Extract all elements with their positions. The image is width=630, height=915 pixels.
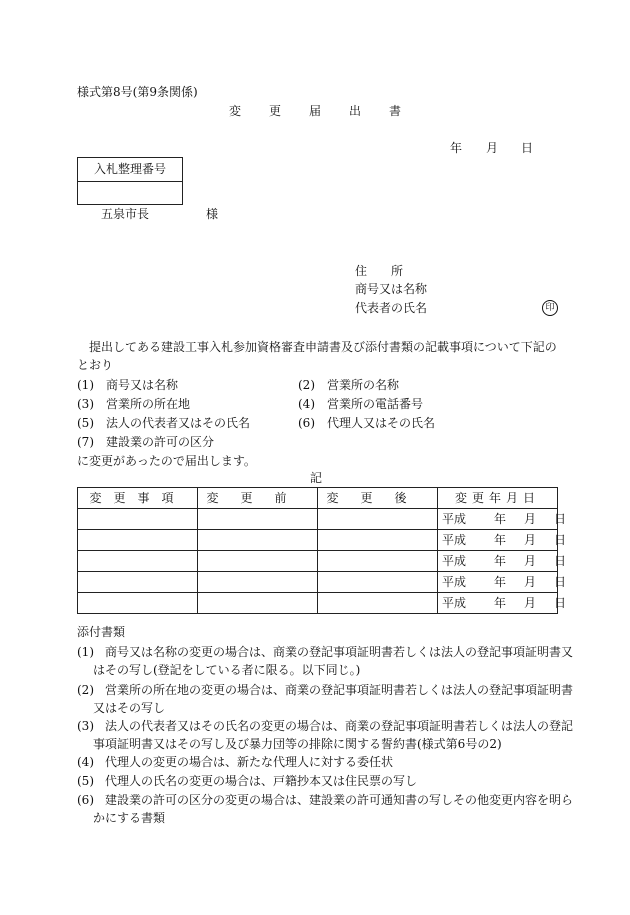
cell-change-item[interactable] [78,509,198,530]
attachment-item-3: (3) 法人の代表者又はその氏名の変更の場合は、商業の登記事項証明書若しくは法人の登記事項証明書又はその写し及び暴力団等の排除に関する誓約書(様式第6号の2) [77,719,574,751]
changes-table [77,487,567,614]
cell-date[interactable]: 平成 年 月 日 [438,530,558,551]
table-row [78,530,558,551]
cell-date[interactable]: 平成 年 月 日 [438,572,558,593]
attachment-item-6: (6) 建設業の許可の区分の変更の場合は、建設業の許可通知書の写しその他変更内容を明らかにする書類 [77,793,574,825]
cell-before[interactable] [198,551,318,572]
ki-label: 記 [310,471,323,485]
body-intro: 提出してある建設工事入札参加資格審査申請書及び添付書類の記載事項について下記のとおり [77,340,557,372]
table-row [78,509,558,530]
bid-number-label: 入札整理番号 [78,158,182,182]
cell-change-item[interactable] [78,572,198,593]
addressee-honorific: 様 [206,207,219,221]
body-outro: に変更があったので届出します。 [77,454,256,468]
form-number: 様式第8号(第9条関係) [77,85,198,99]
cell-change-item[interactable] [78,530,198,551]
cell-after[interactable] [318,509,438,530]
cell-before[interactable] [198,572,318,593]
item-3: (3) 営業所の所在地 [77,397,191,411]
date-month: 月 [486,141,499,155]
bid-number-box [77,157,183,205]
cell-after[interactable] [318,593,438,614]
date-year: 年 [450,141,463,155]
header-before: 変更前 [198,488,318,509]
attachments-title: 添付書類 [77,625,126,639]
item-5: (5) 法人の代表者又はその氏名 [77,416,251,430]
attachment-item-5: (5) 代理人の氏名の変更の場合は、戸籍抄本又は住民票の写し [77,774,418,788]
attachment-item-1: (1) 商号又は名称の変更の場合は、商業の登記事項証明書若しくは法人の登記事項証明書又はその写し(登記をしている者に限る。以下同じ。) [77,645,574,677]
cell-change-item[interactable] [78,551,198,572]
table-row [78,593,558,614]
cell-after[interactable] [318,572,438,593]
cell-after[interactable] [318,551,438,572]
cell-before[interactable] [198,530,318,551]
attachment-item-4: (4) 代理人の変更の場合は、新たな代理人に対する委任状 [77,755,394,769]
address-label: 住 所 [355,264,404,278]
date-day: 日 [521,141,534,155]
company-name-label: 商号又は名称 [355,282,428,296]
table-row [78,572,558,593]
table-row [78,551,558,572]
cell-date[interactable]: 平成 年 月 日 [438,593,558,614]
addressee-name: 五泉市長 [101,207,150,221]
item-6: (6) 代理人又はその氏名 [298,416,436,430]
item-2: (2) 営業所の名称 [298,378,400,392]
attachment-item-2: (2) 営業所の所在地の変更の場合は、商業の登記事項証明書若しくは法人の登記事項証明書又はその写し [77,683,574,715]
representative-label: 代表者の氏名 [355,301,428,315]
item-7: (7) 建設業の許可の区分 [77,435,215,449]
seal-mark: 印 [542,300,558,316]
document-title: 変更届出書 [229,104,430,118]
bid-number-field[interactable] [78,182,182,204]
item-1: (1) 商号又は名称 [77,378,179,392]
header-change-date: 変更年月日 [438,488,558,509]
header-after: 変更後 [318,488,438,509]
cell-date[interactable]: 平成 年 月 日 [438,509,558,530]
item-4: (4) 営業所の電話番号 [298,397,424,411]
cell-after[interactable] [318,530,438,551]
header-change-item: 変更事項 [78,488,198,509]
table-header-row [78,488,558,509]
cell-date[interactable]: 平成 年 月 日 [438,551,558,572]
cell-before[interactable] [198,593,318,614]
cell-before[interactable] [198,509,318,530]
cell-change-item[interactable] [78,593,198,614]
